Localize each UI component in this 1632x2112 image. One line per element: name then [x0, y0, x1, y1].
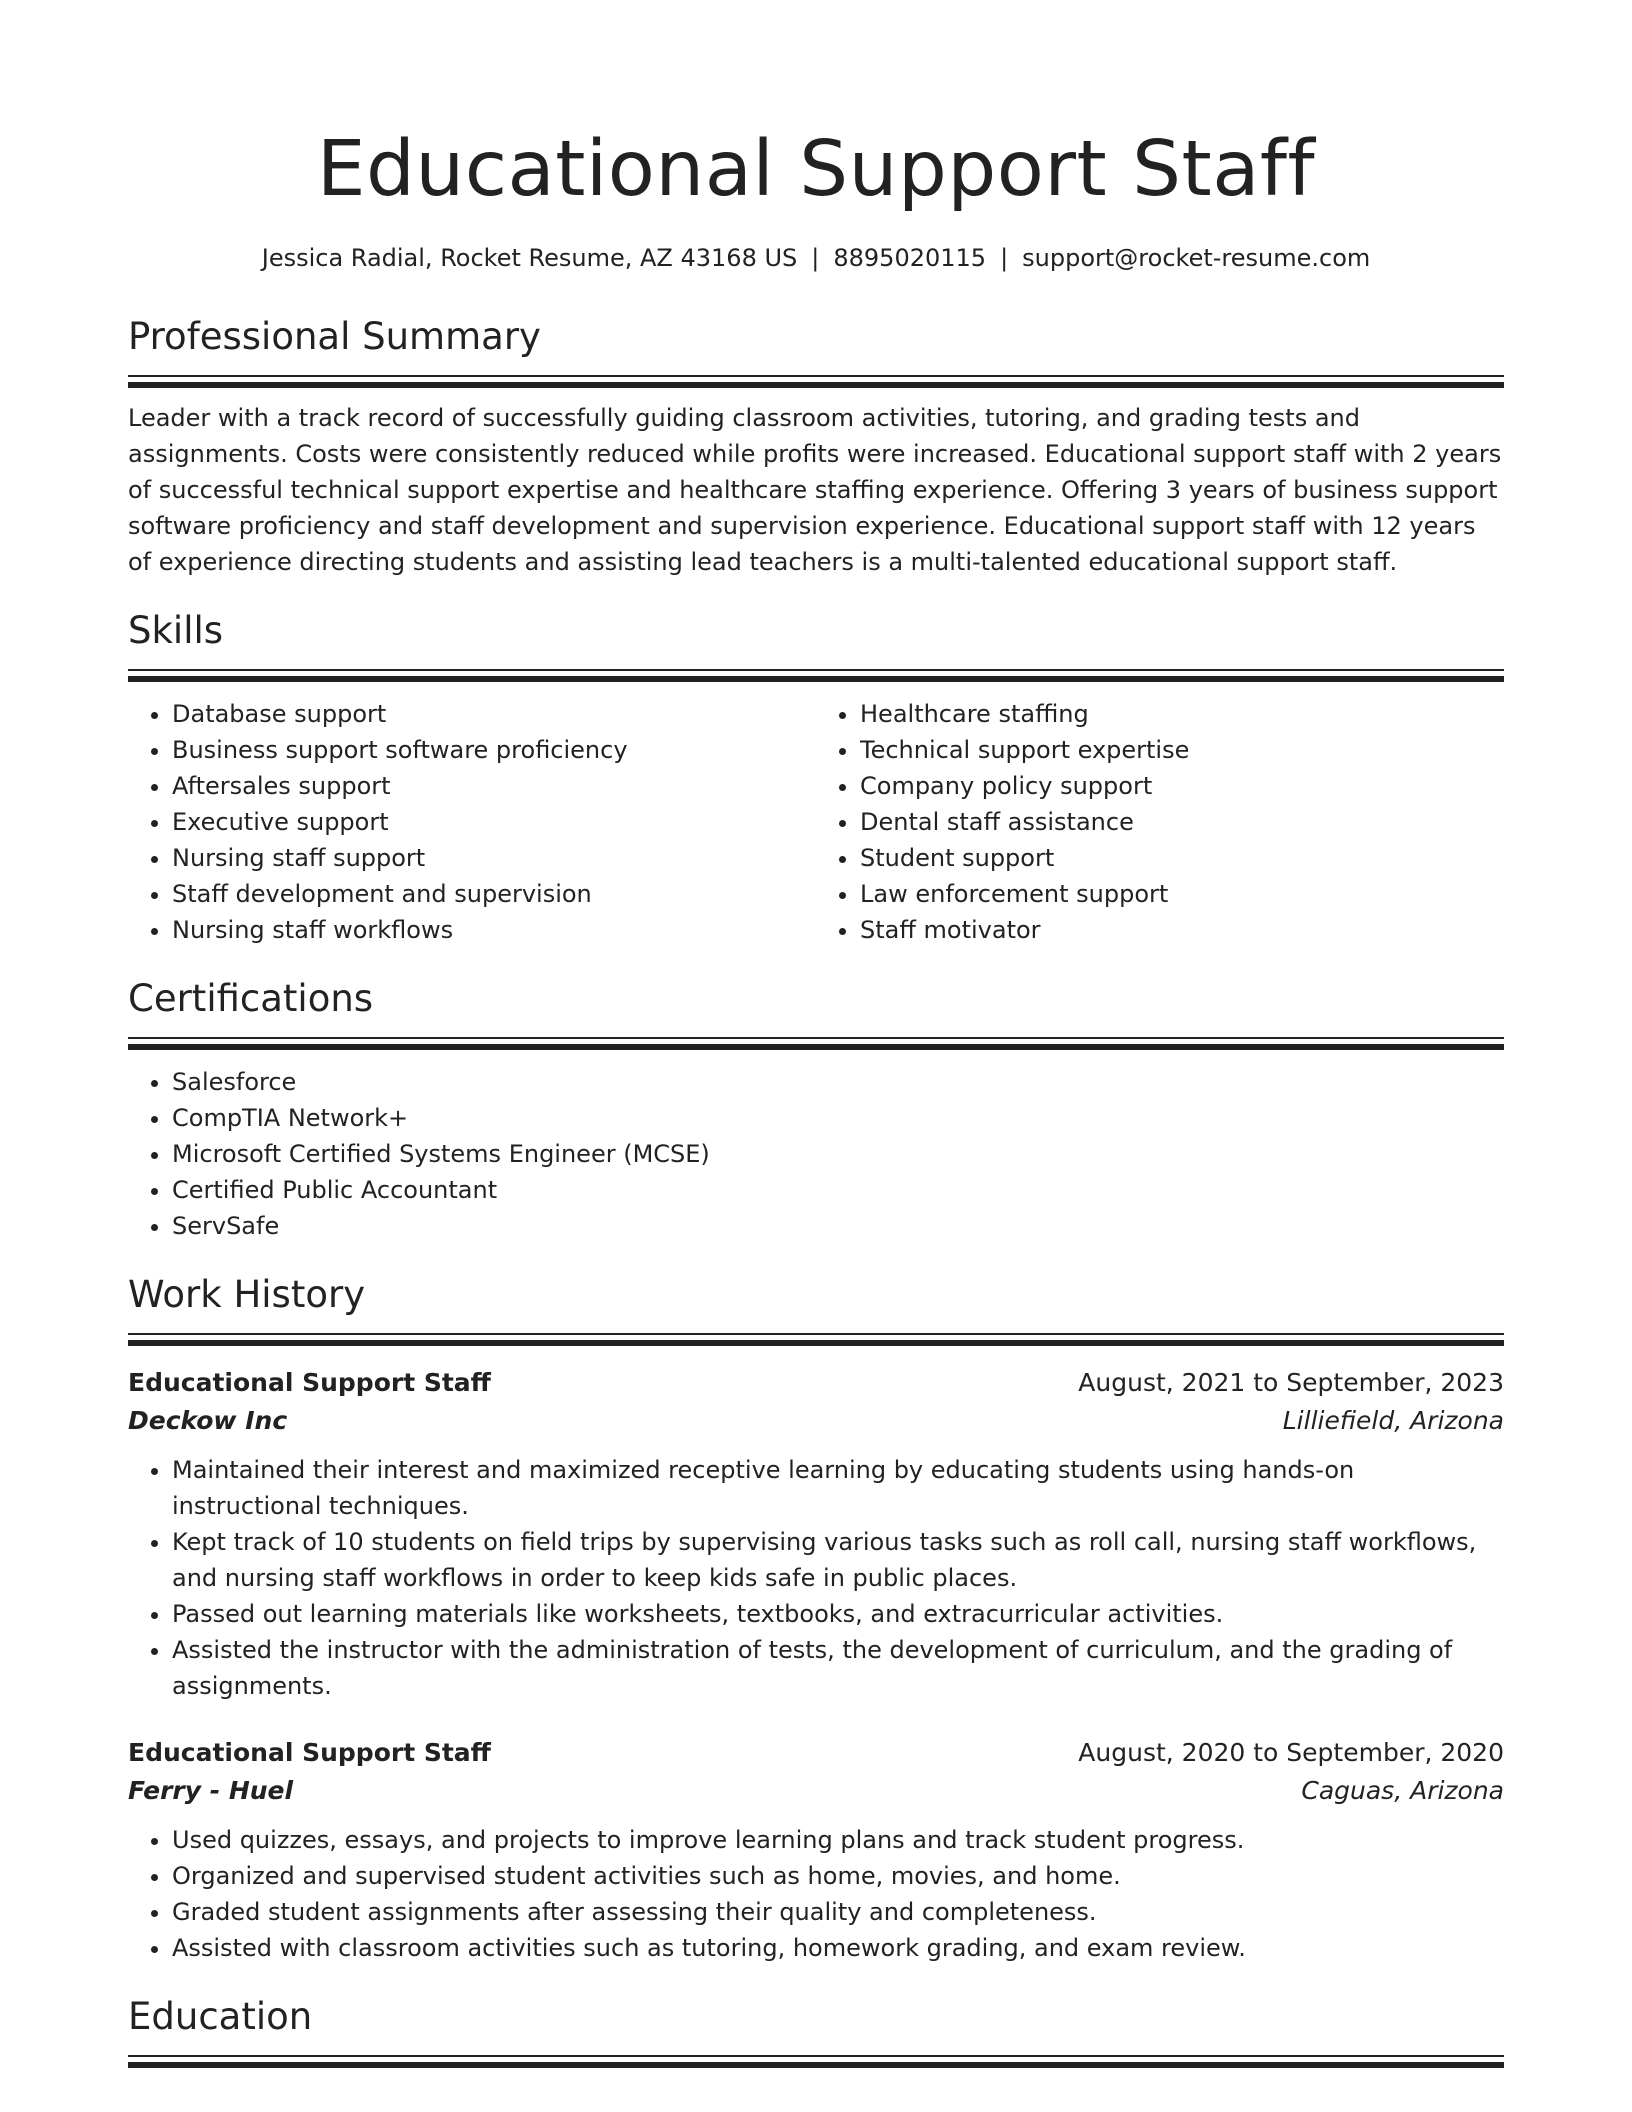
job-location: Caguas, Arizona — [1301, 1776, 1504, 1805]
job-title: Educational Support Staff — [128, 1738, 491, 1767]
skill-item: • Aftersales support — [172, 768, 816, 804]
job-dates: August, 2021 to September, 2023 — [1078, 1368, 1504, 1397]
certification-item: • Salesforce — [172, 1064, 1504, 1100]
skill-item: • Technical support expertise — [860, 732, 1504, 768]
job-duty: • Kept track of 10 students on field trips by supervising various tasks such as roll call, nursing staff workflows, and nursing staff workflows in order to keep kids safe in public places. — [172, 1524, 1504, 1596]
skill-item: • Staff development and supervision — [172, 876, 816, 912]
skill-item: • Business support software proficiency — [172, 732, 816, 768]
education-section — [128, 1992, 1504, 2068]
skill-item: • Dental staff assistance — [860, 804, 1504, 840]
certification-item: • CompTIA Network+ — [172, 1100, 1504, 1136]
job-header-row — [128, 1734, 1504, 1772]
skill-item: • Company policy support — [860, 768, 1504, 804]
certifications-list — [128, 1064, 1504, 1244]
contact-address: Jessica Radial, Rocket Resume, AZ 43168 US — [261, 244, 798, 272]
skill-item: • Executive support — [172, 804, 816, 840]
section-divider — [128, 1333, 1504, 1346]
job-company-row — [128, 1402, 1504, 1440]
work-history-section — [128, 1270, 1504, 1966]
certification-item: • Microsoft Certified Systems Engineer (MCSE) — [172, 1136, 1504, 1172]
contact-separator: | — [1000, 244, 1009, 272]
contact-separator: | — [811, 244, 820, 272]
certification-item: • Certified Public Accountant — [172, 1172, 1504, 1208]
job-duties-list — [128, 1452, 1504, 1704]
certifications-section — [128, 974, 1504, 1244]
job-duty: • Assisted with classroom activities such as tutoring, homework grading, and exam review. — [172, 1930, 1504, 1966]
skill-item: • Nursing staff support — [172, 840, 816, 876]
skills-list-right — [816, 696, 1504, 948]
skill-item: • Staff motivator — [860, 912, 1504, 948]
job-entry — [128, 1734, 1504, 1966]
job-entry — [128, 1364, 1504, 1704]
job-duty: • Assisted the instructor with the administration of tests, the development of curriculum, and the grading of assignments. — [172, 1632, 1504, 1704]
skill-item: • Law enforcement support — [860, 876, 1504, 912]
contact-phone: 8895020115 — [833, 244, 987, 272]
skill-item: • Database support — [172, 696, 816, 732]
section-divider — [128, 1037, 1504, 1050]
skills-columns — [128, 682, 1504, 948]
contact-email: support@rocket-resume.com — [1022, 244, 1371, 272]
resume-title: Educational Support Staff — [316, 125, 1316, 214]
job-title: Educational Support Staff — [128, 1368, 491, 1397]
summary-section — [128, 312, 1504, 580]
job-company: Ferry - Huel — [128, 1776, 294, 1805]
certification-item: • ServSafe — [172, 1208, 1504, 1244]
job-company: Deckow Inc — [128, 1406, 288, 1435]
summary-text: Leader with a track record of successfully guiding classroom activities, tutoring, and grading tests and assignments. Costs were consistently reduced while profits were increased. Educational support staff with 2 years of successful technical support expertise and healthcare staffing experience. Offering 3 years of business support software proficiency and staff development and supervision experience. Educational support staff with 12 years of experience directing students and assisting lead teachers is a multi-talented educational support staff. — [128, 404, 1502, 576]
job-company-row — [128, 1772, 1504, 1810]
job-duty: • Passed out learning materials like worksheets, textbooks, and extracurricular activities. — [172, 1596, 1504, 1632]
job-duty: • Graded student assignments after assessing their quality and completeness. — [172, 1894, 1504, 1930]
section-heading-education: Education — [128, 1995, 313, 2038]
section-heading-skills: Skills — [128, 609, 224, 652]
job-header-row — [128, 1364, 1504, 1402]
section-heading-summary: Professional Summary — [128, 315, 541, 358]
skill-item: • Healthcare staffing — [860, 696, 1504, 732]
job-location: Lilliefield, Arizona — [1282, 1406, 1504, 1435]
section-heading-work-history: Work History — [128, 1273, 366, 1316]
skills-list-left — [128, 696, 816, 948]
section-heading-certifications: Certifications — [128, 977, 374, 1020]
job-duty: • Used quizzes, essays, and projects to improve learning plans and track student progress. — [172, 1822, 1504, 1858]
skill-item: • Nursing staff workflows — [172, 912, 816, 948]
section-divider — [128, 669, 1504, 682]
job-duty: • Organized and supervised student activities such as home, movies, and home. — [172, 1858, 1504, 1894]
section-divider — [128, 2055, 1504, 2068]
section-divider — [128, 375, 1504, 388]
skill-item: • Student support — [860, 840, 1504, 876]
skills-section — [128, 606, 1504, 948]
job-duty: • Maintained their interest and maximized receptive learning by educating students using hands-on instructional techniques. — [172, 1452, 1504, 1524]
job-duties-list — [128, 1822, 1504, 1966]
job-dates: August, 2020 to September, 2020 — [1078, 1738, 1504, 1767]
contact-line — [128, 242, 1504, 274]
